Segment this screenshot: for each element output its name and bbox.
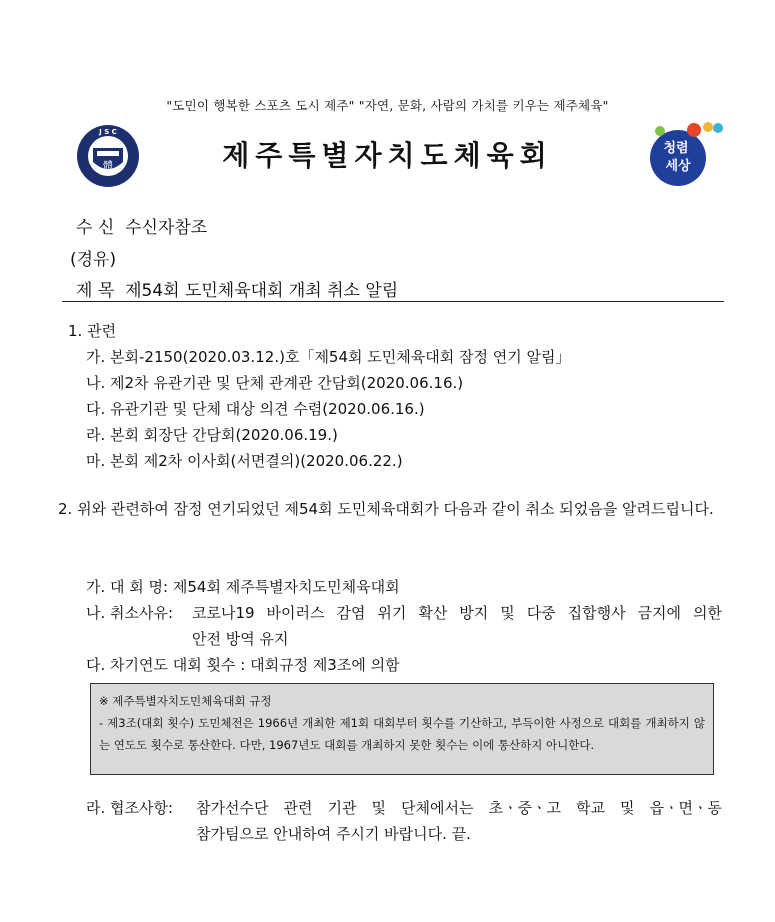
section1-item: 나. 제2차 유관기관 및 단체 관계관 간담회(2020.06.16.) <box>86 374 464 392</box>
subject-label: 제 목 <box>76 281 115 301</box>
next-year-count-value: 대회규정 제3조에 의함 <box>250 656 400 674</box>
svg-text:청렴: 청렴 <box>663 141 689 156</box>
cooperation-value: 참가선수단 관련 기관 및 단체에서는 초ㆍ중ㆍ고 학교 및 읍ㆍ면ㆍ동 <box>196 799 722 817</box>
subject-line <box>76 276 398 301</box>
header-divider <box>62 301 724 302</box>
section1-item: 다. 유관기관 및 단체 대상 의견 수렴(2020.06.16.) <box>86 400 425 418</box>
cancel-reason-label: 나. 취소사유: <box>86 604 174 622</box>
section2-paragraph: 2. 위와 관련하여 잠정 연기되었던 제54회 도민체육대회가 다음과 같이 취소 되었음을 알려드립니다. <box>58 500 714 518</box>
event-name-value: 제54회 제주특별자치도민체육대회 <box>172 578 400 596</box>
recipient-value: 수신자참조 <box>125 218 208 238</box>
section1-heading: 1. 관련 <box>68 322 117 340</box>
cooperation-value-cont: 참가팀으로 안내하여 주시기 바랍니다. 끝. <box>196 825 471 843</box>
svg-text:J S C: J S C <box>99 128 117 136</box>
regulation-note-box <box>90 683 714 775</box>
recipient-label: 수 신 <box>76 218 115 238</box>
section1-item: 마. 본회 제2차 이사회(서면결의)(2020.06.22.) <box>86 452 403 470</box>
next-year-count-row <box>86 654 400 675</box>
section1-item: 라. 본회 회장단 간담회(2020.06.19.) <box>86 426 338 444</box>
recipient-line <box>76 213 207 238</box>
next-year-count-label: 다. 차기연도 대회 횟수 : <box>86 656 246 674</box>
via-line: (경유) <box>70 250 117 270</box>
event-name-label: 가. 대 회 명: <box>86 578 169 596</box>
subject-value: 제54회 도민체육대회 개최 취소 알림 <box>125 281 399 301</box>
regulation-note-title: ※ 제주특별자치도민체육대회 규정 <box>99 694 272 708</box>
regulation-note-text: - 제3조(대회 횟수) 도민체전은 1966년 개최한 제1회 대회부터 횟수를 기산하고, 부득이한 사정으로 대회를 개최하지 않는 연도도 횟수로 통산한다. 다만, 1967년도 대회를 개최하지 못한 횟수는 이에 통산하지 아니한다. <box>99 716 705 752</box>
integrity-emblem-logo <box>648 118 724 194</box>
cooperation-label: 라. 협조사항: <box>86 799 174 817</box>
svg-text:세상: 세상 <box>665 159 691 174</box>
svg-text:體: 體 <box>103 161 113 172</box>
cancel-reason-value-cont: 안전 방역 유지 <box>192 630 289 648</box>
section1-item: 가. 본회-2150(2020.03.12.)호「제54회 도민체육대회 잠정 연기 알림」 <box>86 348 571 366</box>
slogan: "도민이 행복한 스포츠 도시 제주" "자연, 문화, 사람의 가치를 키우는 제주체육" <box>166 98 609 113</box>
organization-title: 제주특별자치도체육회 <box>222 139 553 172</box>
cancel-reason-value: 코로나19 바이러스 감염 위기 확산 방지 및 다중 집합행사 금지에 의한 <box>192 604 722 622</box>
event-name-row <box>86 576 400 597</box>
